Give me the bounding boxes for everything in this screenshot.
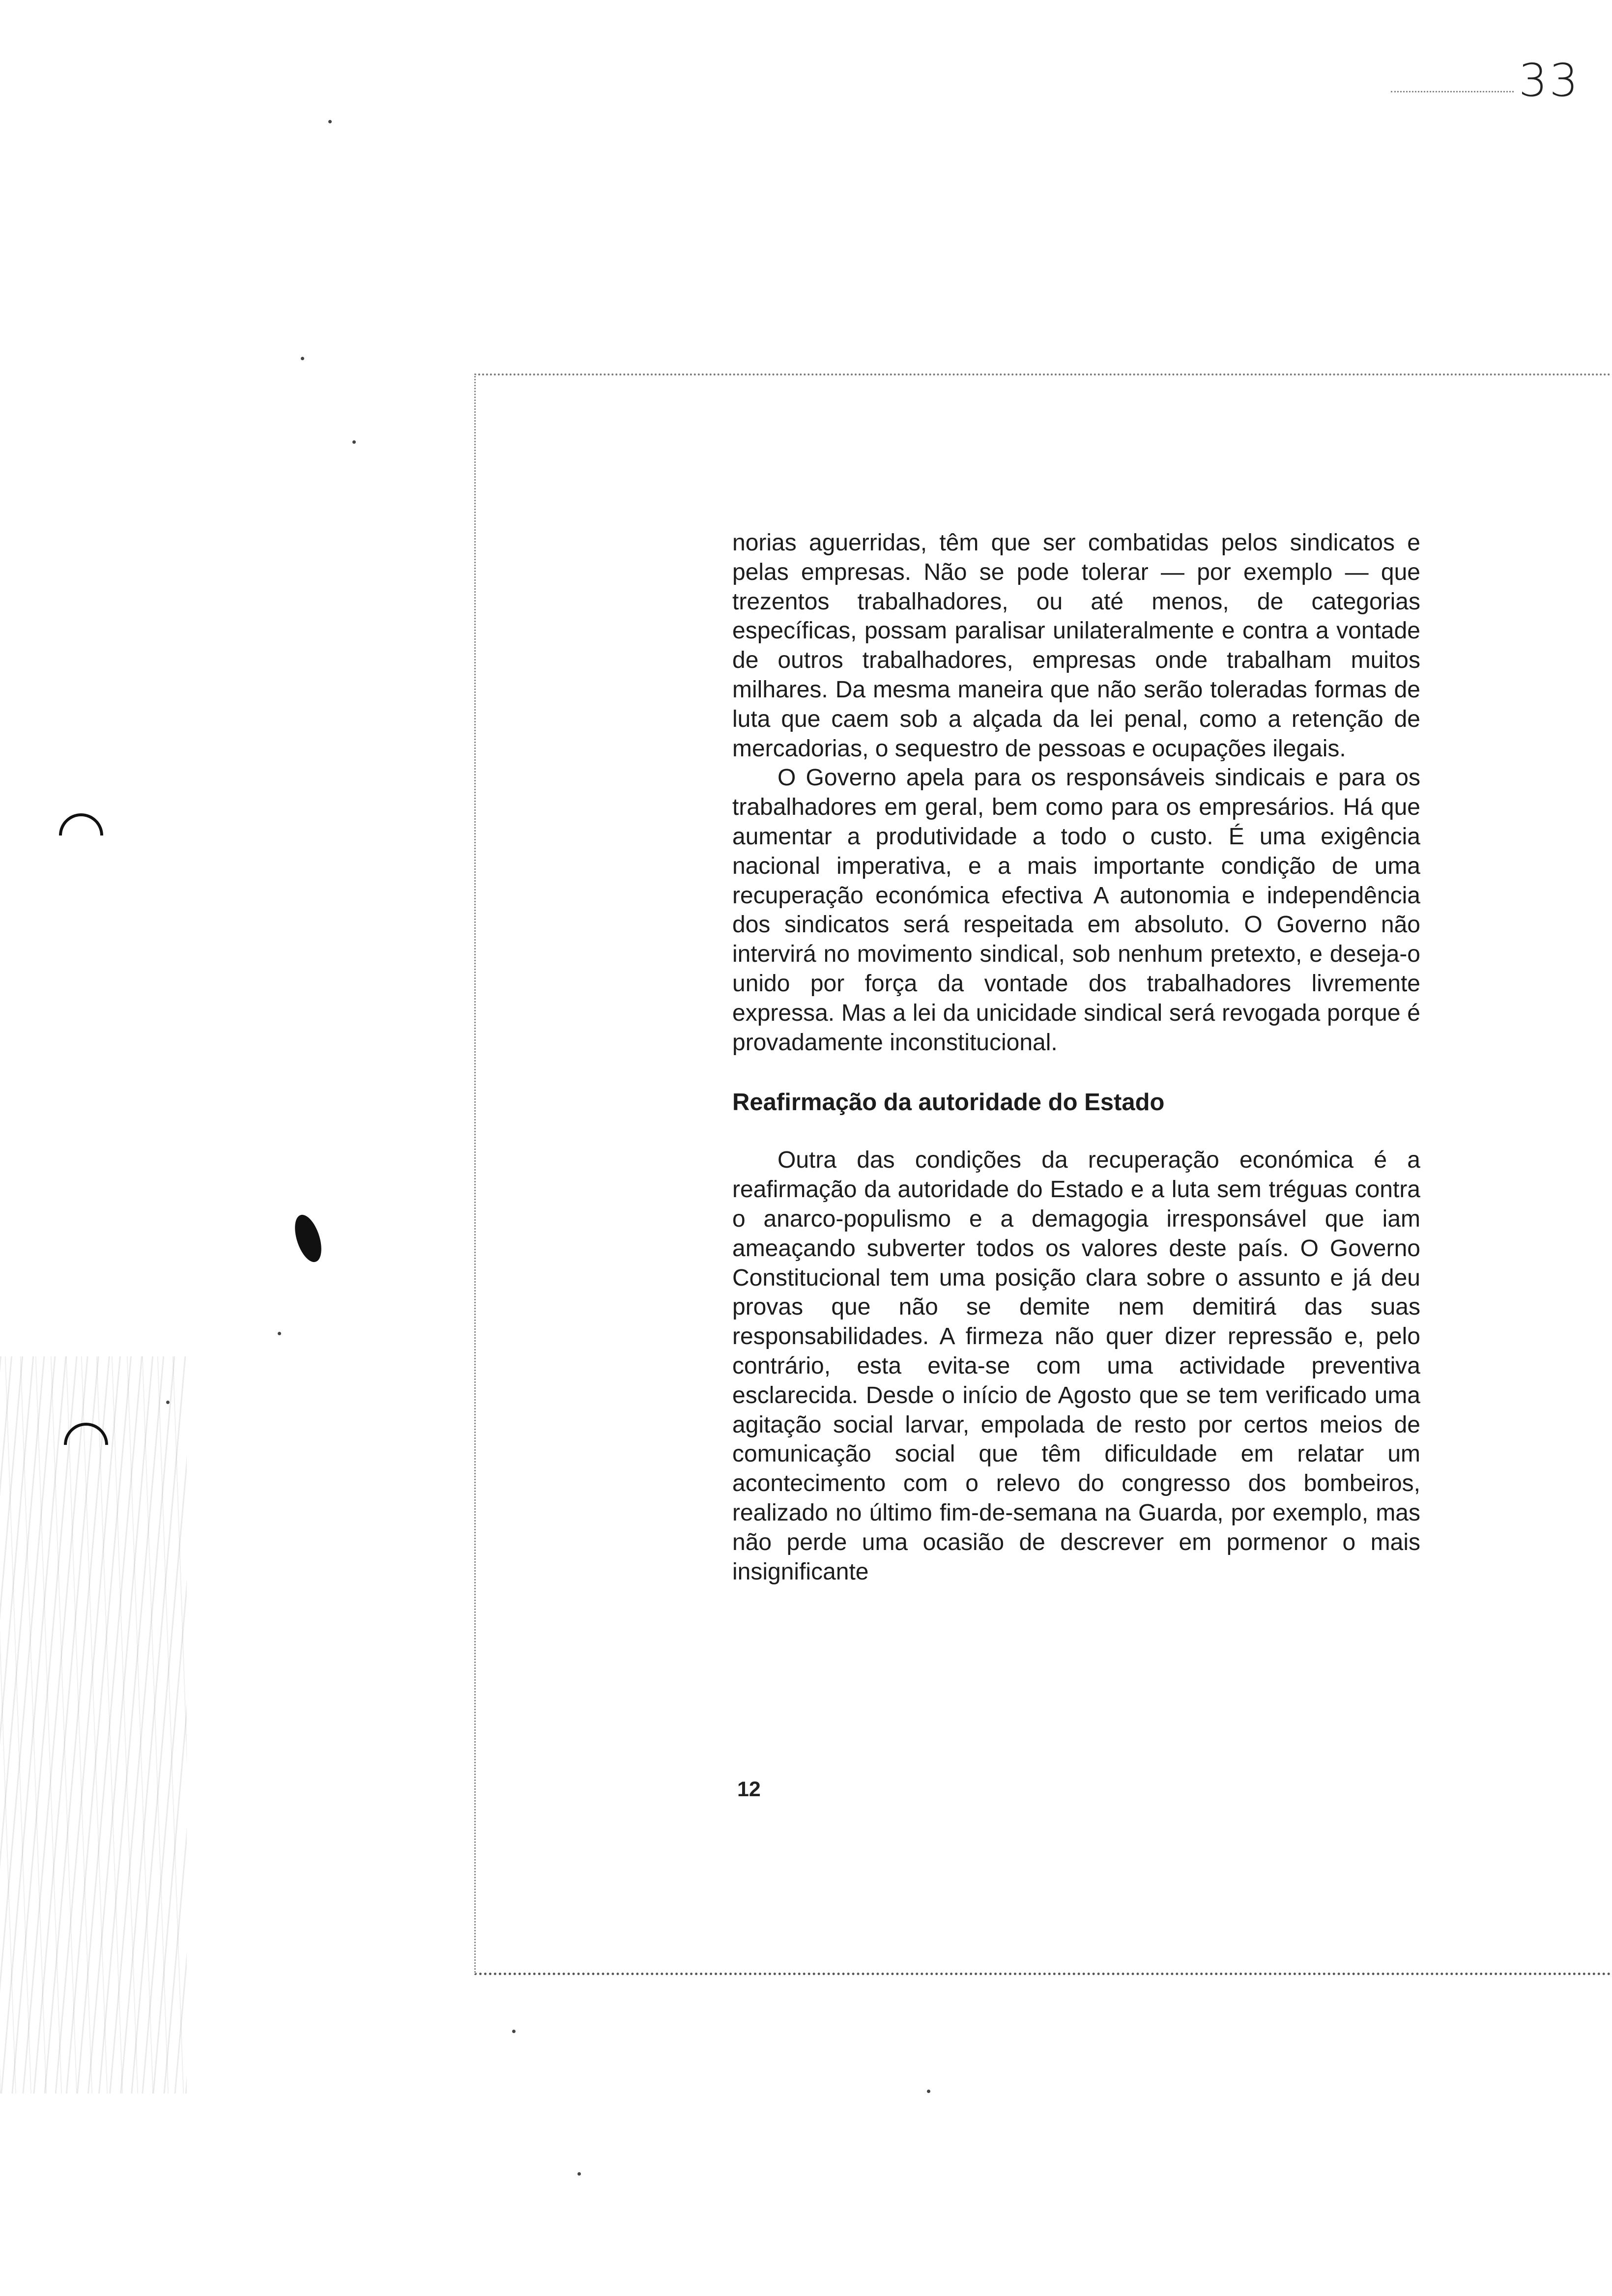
speck xyxy=(577,2172,581,2176)
punch-hole-top xyxy=(50,804,112,866)
speck xyxy=(328,120,332,123)
speck xyxy=(166,1401,170,1404)
speck xyxy=(352,440,356,444)
speck xyxy=(278,1332,281,1335)
paragraph: Outra das condições da recuperação económica é a reafirmação da autoridade do Estado e a luta sem tréguas contra o anarco-populismo e a demagogia irresponsável que iam ameaçando subverter todos os valores deste país. O Governo Constitucional tem uma posição clara sobre o assunto e já deu provas que não se demite nem demitirá das suas responsabilidades. A firmeza não quer dizer repressão e, pelo contrário, esta evita-se com uma actividade preventiva esclarecida. Desde o início de Agosto que se tem verificado uma agitação social larvar, empolada de resto por certos meios de comunicação social que têm dificuldade em relatar um acontecimento com o relevo do congresso dos bombeiros, realizado no último fim-de-semana na Guarda, por exemplo, mas não perde uma ocasião de descrever em pormenor o mais insignificante xyxy=(732,1147,1420,1585)
text-column xyxy=(732,528,1420,1586)
archive-page-number: 33 xyxy=(1519,54,1581,107)
scan-noise xyxy=(0,1356,187,2094)
paragraph: norias aguerridas, têm que ser combatidas pelos sindicatos e pelas empresas. Não se pode tolerar — por exemplo — que trezentos trabalhadores, ou até menos, de categorias específicas, possam paralisar unilateralmente e contra a vontade de outros trabalhadores, empresas onde trabalham muitos milhares. Da mesma maneira que não serão toleradas formas de luta que caem sob a alçada da lei penal, como a retenção de mercadorias, o sequestro de pessoas e ocupações ilegais. xyxy=(732,530,1420,762)
ink-blot xyxy=(290,1211,327,1265)
speck xyxy=(301,357,304,360)
speck xyxy=(927,2090,930,2093)
section-heading: Reafirmação da autoridade do Estado xyxy=(732,1089,1165,1116)
speck xyxy=(512,2030,516,2033)
paragraph: O Governo apela para os responsáveis sindicais e para os trabalhadores em geral, bem como para os empresários. Há que aumentar a produtividade a todo o custo. É uma exigência nacional imperativa, e a mais importante condição de uma recuperação económica efectiva A autonomia e independência dos sindicatos será respeitada em absoluto. O Governo não intervirá no movimento sindical, sob nenhum pretexto, e deseja-o unido por força da vontade dos trabalhadores livremente expressa. Mas a lei da unicidade sindical será revogada porque é provadamente inconstitucional. xyxy=(732,765,1420,1056)
folio: 12 xyxy=(737,1778,761,1801)
archive-dashes xyxy=(1391,91,1514,92)
